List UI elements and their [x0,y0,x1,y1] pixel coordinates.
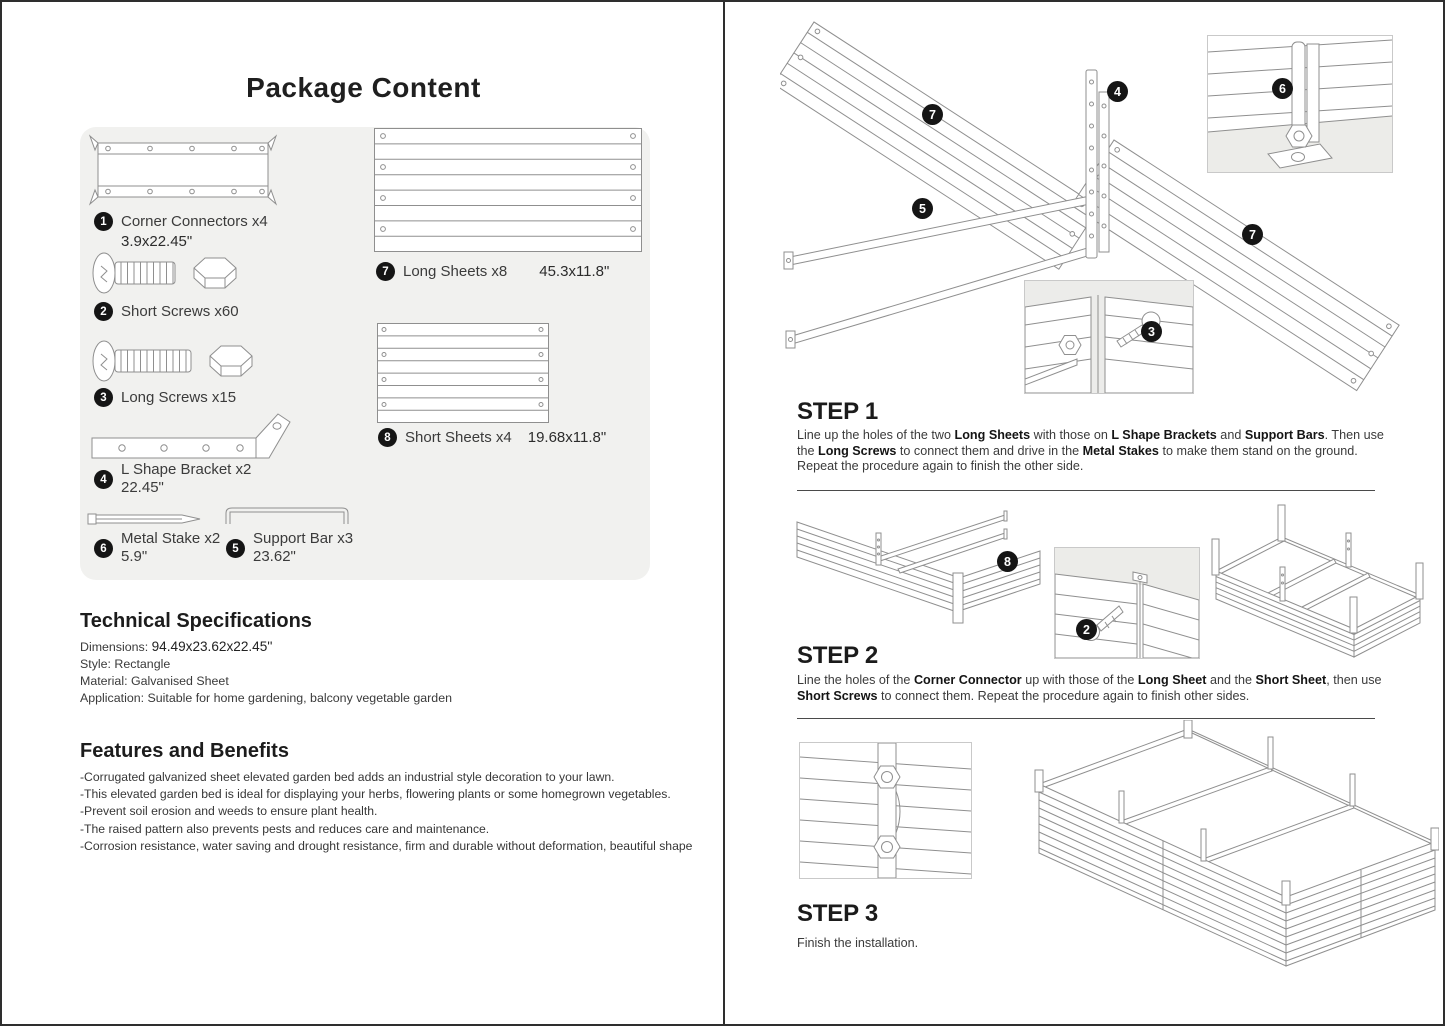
front-right-wall [1286,842,1435,966]
corner-screw-inset [1054,547,1200,659]
section-rule [797,718,1375,719]
item-size: 19.68x11.8" [527,429,607,446]
metal-stake [88,514,200,524]
spec-application: Application: Suitable for home gardening, balcony vegetable garden [80,691,452,705]
feature-line: -This elevated garden bed is ideal for displaying your herbs, flowering plants or some homegrown vegetables. [80,787,671,802]
bracket-strip [1307,44,1319,142]
package-item-support-bar [226,530,353,566]
item-label: Long Sheets x8 [403,263,508,280]
corner-connector [90,136,276,204]
item-number-badge: 1 [94,212,113,231]
item-label: L Shape Bracket x2 [121,461,252,478]
feature-line: -Corrugated galvanized sheet elevated garden bed adds an industrial style decoration to your lawn. [80,770,615,784]
package-item-corner-connectors [94,212,268,231]
step2-frame-drawing [1202,499,1442,667]
item-label: Support Bar x3 [253,530,354,547]
l-shape-bracket [92,414,290,458]
bracket-bolts-drawing [800,743,971,878]
bracket-bolts-inset [799,742,972,879]
short-screw-drawing [90,250,240,296]
metal-stake-drawing [86,510,204,528]
front-right-wall [1354,595,1420,657]
hex-nut [194,258,236,288]
spec-dimensions [80,639,272,654]
spec-material: Material: Galvanised Sheet [80,674,229,688]
features-list [80,769,745,855]
item-number-badge: 4 [94,470,113,489]
item-number-badge: 8 [378,428,397,447]
item-size: 23.62" [253,548,296,565]
step1-heading: STEP 1 [797,398,879,425]
package-item-long-sheets [376,262,609,281]
spec-dimensions-value: 94.49x23.62x22.45'' [151,639,273,654]
step2-heading: STEP 2 [797,642,879,669]
callout-short-sheet: 8 [997,551,1018,572]
item-number-badge: 7 [376,262,395,281]
screw-detail-inset [1024,280,1194,394]
callout-l-shape-bracket: 4 [1107,81,1128,102]
long-sheets [374,129,642,252]
corner-post [953,573,963,623]
long-screw [93,341,191,381]
callout-long-sheet-right: 7 [1242,224,1263,245]
step3-text: Finish the installation. [797,936,919,950]
section-rule [797,490,1375,491]
page-title: Package Content [246,72,481,103]
feature-line: -Prevent soil erosion and weeds to ensure plant health. [80,804,378,819]
item-number-badge: 6 [94,539,113,558]
item-size: 45.3x11.8" [539,263,610,280]
item-size: 5.9" [121,548,148,565]
metal-stake-rod [1292,42,1305,134]
callout-metal-stake: 6 [1272,78,1293,99]
short-sheets-drawing [377,323,549,423]
step3-heading: STEP 3 [797,900,879,927]
spec-style: Style: Rectangle [80,657,171,671]
long-sheets-drawing [374,128,642,252]
item-size: 22.45" [121,479,164,496]
item-label: Long Screws x15 [121,389,237,406]
corner-screw-drawing [1055,548,1199,658]
item-number-badge: 5 [226,539,245,558]
features-heading: Features and Benefits [80,740,289,762]
step2-assembly-drawing [790,507,1050,657]
package-item-long-screws [94,388,236,407]
corner-connector-drawing [88,133,278,207]
callout-long-sheet-left: 7 [922,104,943,125]
column-divider [723,2,725,1026]
item-label: Corner Connectors x4 [121,213,268,230]
screw-detail-drawing [1025,281,1193,393]
package-item-short-screws [94,302,239,321]
item-label: Short Sheets x4 [405,429,512,446]
item-number-badge: 2 [94,302,113,321]
item-label: Metal Stake x2 [121,530,221,547]
spec-dimensions-label: Dimensions: [80,640,152,654]
stake-detail-drawing [1208,36,1392,172]
hex-nut [210,346,252,376]
stake-detail-inset [1207,35,1393,173]
short-sheets [377,324,549,423]
support-bar [226,508,348,524]
step3-bed-drawing [1005,720,1439,968]
step2-text: Line the holes of the Corner Connector up with those of the Long Sheet and the Short Sheet, then use Short Screws to connect them. Repeat the procedure again to finish other sides. [797,673,1382,703]
hex-nut [1059,336,1081,355]
callout-support-bar: 5 [912,198,933,219]
step1-text: Line up the holes of the two Long Sheets with those on L Shape Brackets and Support Bars. Then use the Long Screws to connect them and drive in the Metal Stakes to make them stand on the ground. Repeat the procedure again to finish the other side. [797,428,1384,474]
tech-specs-heading: Technical Specifications [80,610,312,632]
l-shape-bracket-vertical [1086,70,1109,258]
item-number-badge: 3 [94,388,113,407]
feature-line: -Corrosion resistance, water saving and drought resistance, firm and durable without deformation, beautiful shape [80,838,693,853]
package-item-short-sheets [378,428,606,447]
package-item-metal-stake [94,530,220,566]
item-size: 3.9x22.45" [121,233,193,250]
feature-line: -The raised pattern also prevents pests and reduces care and maintenance. [80,821,490,836]
support-bar-drawing [220,502,354,526]
short-screw [93,253,175,293]
item-label: Short Screws x60 [121,303,239,320]
callout-short-screw: 2 [1076,619,1097,640]
package-item-l-shape-bracket [94,461,251,497]
callout-long-screw: 3 [1141,321,1162,342]
long-screw-drawing [90,338,260,384]
metal-stake-post [876,533,881,565]
